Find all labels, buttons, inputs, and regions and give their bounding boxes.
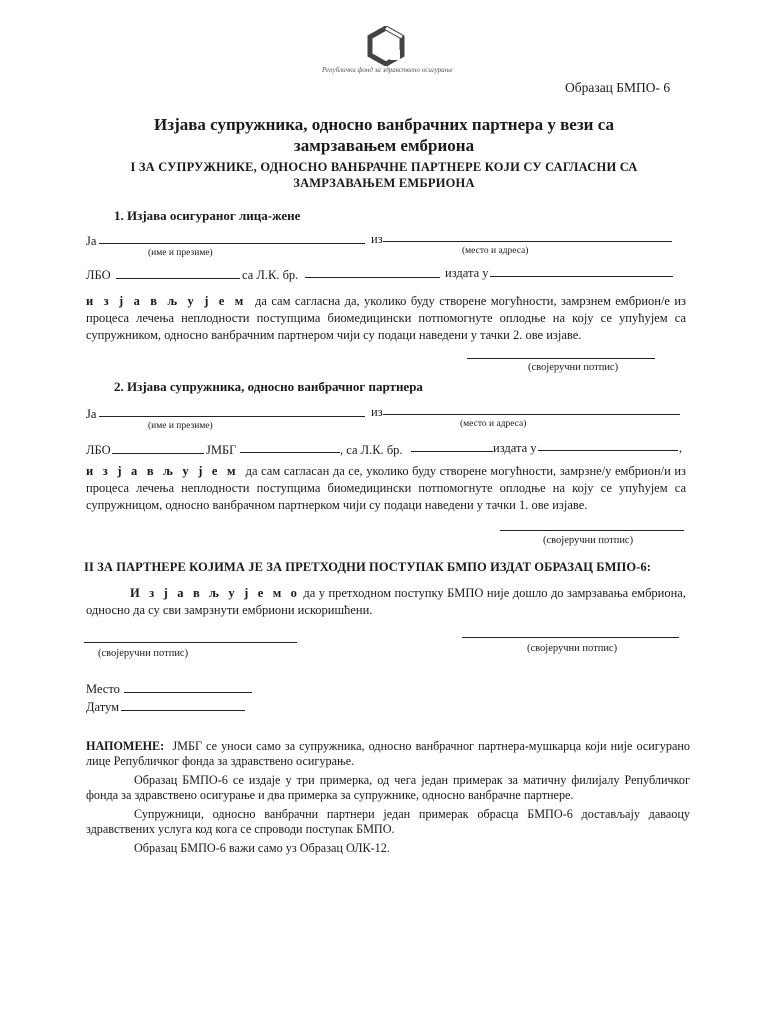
- wife-issued-field[interactable]: [490, 276, 673, 277]
- husband-declare-text: да сам сагласан да се, уколико буду створене могућности, замрзне/у ембрион/и из процеса лечења неплодности поступцима биомедицински потпомогнуте оплодње на коју се упућујем са супружницом, односно ванбрачном партнерком чији су подаци наведени у тачки 1. ове изјаве.: [86, 464, 686, 512]
- section1-heading-line1: I ЗА СУПРУЖНИКЕ, ОДНОСНО ВАНБРАЧНЕ ПАРТНЕРЕ КОЈИ СУ САГЛАСНИ СА: [130, 160, 638, 174]
- date-field[interactable]: [121, 710, 245, 711]
- wife-name-hint: (име и презиме): [148, 248, 213, 258]
- husband-issued-comma: ,: [679, 441, 683, 455]
- wife-lbo-field[interactable]: [116, 278, 240, 279]
- document-title-line2: замрзавањем ембриона: [293, 136, 475, 155]
- husband-lbo-label: ЛБО: [86, 443, 111, 457]
- husband-issued-field[interactable]: [538, 450, 678, 451]
- husband-from-label: из: [371, 405, 383, 419]
- wife-lbo-label: ЛБО: [86, 268, 111, 282]
- husband-lbo-field[interactable]: [112, 453, 204, 454]
- husband-place-hint: (место и адреса): [460, 419, 527, 429]
- ministry-logo-icon: [366, 26, 406, 66]
- husband-heading: 2. Изјава супружника, односно ванбрачног партнера: [114, 379, 423, 394]
- husband-lk-label: , са Л.К. бр.: [340, 443, 403, 457]
- section2-declare-text: да у претходном поступку БМПО није дошло до замрзавања ембриона, односно да су сви замрзнути ембриони искоришћени.: [86, 586, 686, 617]
- wife-lk-label: са Л.К. бр.: [242, 268, 299, 282]
- wife-declaration: [86, 293, 686, 344]
- wife-address-field[interactable]: [383, 241, 672, 242]
- husband-name-field[interactable]: [99, 416, 365, 417]
- section2-signature-label-right: (својеручни потпис): [527, 643, 618, 654]
- note-2: Образац БМПО-6 се издаје у три примерка, од чега један примерак за матичну филијалу Републичког фонда за здравствено осигурање и два примерка за супружнике, односно ванбрачне партнере.: [86, 773, 690, 802]
- husband-signature-line[interactable]: [500, 530, 684, 531]
- husband-jmbg-label: ЈМБГ: [206, 443, 237, 457]
- note-1-text: ЈМБГ се уноси само за супружника, односно ванбрачног партнера-мушкарца који није осигурано лице Републичког фонда за здравствено осигурање.: [86, 739, 691, 768]
- section2-declare-word: И з ј а в љ у ј е м о: [130, 586, 300, 600]
- husband-issued-label: издата у: [493, 441, 537, 455]
- date-label: Датум: [86, 700, 120, 714]
- section2-signature-label-left: (својеручни потпис): [98, 648, 189, 659]
- document-title-line1: Изјава супружника, односно ванбрачних партнера у вези са: [154, 115, 614, 134]
- husband-jmbg-field[interactable]: [240, 452, 340, 453]
- note-1: [86, 739, 690, 769]
- place-field[interactable]: [124, 692, 252, 693]
- wife-place-hint: (место и адреса): [462, 246, 529, 256]
- wife-declare-text: да сам сагласна да, уколико буду створене могућности, замрзнем ембрион/е из процеса лечења неплодности поступцима биомедицински потпомогнуте оплодње на коју се упућујем са супружником, односно ванбрачним партнером чији су подаци наведени у тачки 2. ове изјаве.: [86, 294, 686, 342]
- place-label: Место: [86, 682, 120, 696]
- husband-signature-label: (својеручни потпис): [543, 535, 634, 546]
- section2-declaration: [86, 585, 686, 619]
- wife-signature-line[interactable]: [467, 358, 655, 359]
- husband-name-hint: (име и презиме): [148, 421, 213, 431]
- wife-name-field[interactable]: [99, 243, 365, 244]
- husband-lk-field[interactable]: [411, 451, 493, 452]
- section2-heading: II ЗА ПАРТНЕРЕ КОЈИМА ЈЕ ЗА ПРЕТХОДНИ ПОСТУПАК БМПО ИЗДАТ ОБРАЗАЦ БМПО-6:: [84, 560, 652, 574]
- form-code: Образац БМПО- 6: [565, 80, 671, 95]
- wife-issued-label: издата у: [445, 266, 489, 280]
- notes-block: [86, 739, 690, 860]
- section1-heading-line2: ЗАМРЗАВАЊЕМ ЕМБРИОНА: [293, 176, 475, 190]
- husband-ja-label: Ја: [86, 407, 97, 421]
- logo-caption: Републички фонд за здравствено осигурање: [322, 66, 453, 74]
- wife-declare-word: и з ј а в љ у ј е м: [86, 294, 247, 308]
- wife-lk-field[interactable]: [305, 277, 440, 278]
- notes-label: НАПОМЕНЕ:: [86, 739, 165, 753]
- note-4: Образац БМПО-6 важи само уз Образац ОЛК-12.: [134, 841, 390, 855]
- section2-signature-line-left[interactable]: [84, 642, 297, 643]
- note-3: Супружници, односно ванбрачни партнери један примерак обрасца БМПО-6 достављају даваоцу здравствених услуга код кога се спроводи поступак БМПО.: [86, 807, 690, 836]
- husband-declaration: [86, 463, 686, 514]
- section2-signature-line-right[interactable]: [462, 637, 679, 638]
- wife-ja-label: Ја: [86, 234, 97, 248]
- wife-heading: 1. Изјава осигураног лица-жене: [114, 208, 301, 223]
- husband-declare-word: и з ј а в љ у ј е м: [86, 464, 239, 478]
- wife-signature-label: (својеручни потпис): [528, 362, 619, 373]
- wife-from-label: из: [371, 232, 383, 246]
- husband-address-field[interactable]: [383, 414, 680, 415]
